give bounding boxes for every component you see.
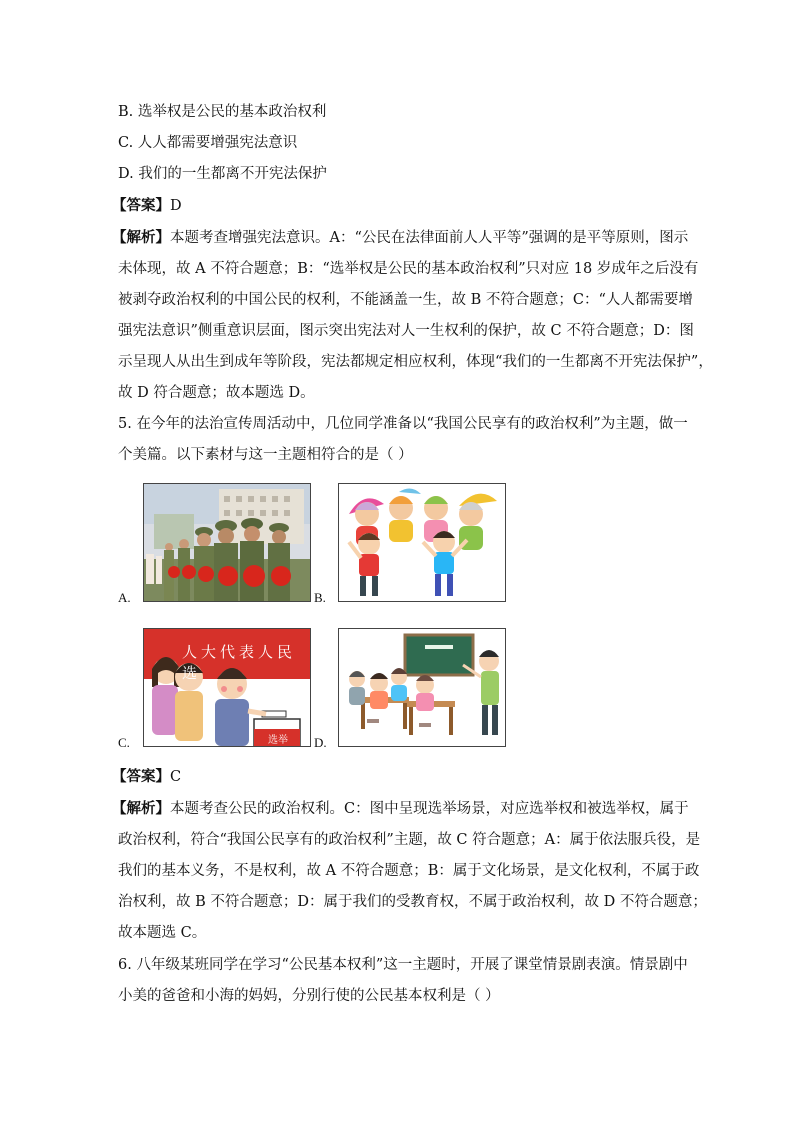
election-banner-text: 人大代表人民选 <box>182 643 297 682</box>
answer-value: D <box>170 198 182 214</box>
image-c-election <box>143 628 311 747</box>
image-a-soldiers <box>143 483 311 602</box>
analysis-5-line-4: 治权利，故 B 不符合题意；D：属于我们的受教育权，不属于政治权利，故 D 不符合题意； <box>118 894 707 910</box>
analysis-4-line-5: 示呈现人从出生到成年等阶段，宪法都规定相应权利，体现“我们的一生都离不开宪法保护”， <box>118 354 713 370</box>
analysis-5-line-5: 故本题选 C。 <box>118 925 207 941</box>
image-d-classroom <box>338 628 506 747</box>
analysis-label: 【解析】 <box>112 229 170 246</box>
image-b-cultural-dance <box>338 483 506 602</box>
analysis-5-line-3: 我们的基本义务，不是权利，故 A 不符合题意；B：属于文化场景，是文化权利，不属于政 <box>118 863 700 879</box>
answer-5 <box>112 767 181 787</box>
option-b-label: B. <box>314 590 326 605</box>
option-d-text: D. 我们的一生都离不开宪法保护 <box>118 166 327 182</box>
analysis-4-line-1 <box>112 228 688 248</box>
analysis-text: 本题考查公民的政治权利。C：图中呈现选举场景，对应选举权和被选举权，属于 <box>170 801 689 817</box>
answer-4 <box>112 196 182 216</box>
option-c-label: C. <box>118 735 130 750</box>
analysis-4-line-4: 强宪法意识”侧重意识层面，图示突出宪法对人一生权利的保护，故 C 不符合题意；D：图 <box>118 323 694 339</box>
option-c-text: C. 人人都需要增强宪法意识 <box>118 135 298 151</box>
analysis-text: 本题考查增强宪法意识。A：“公民在法律面前人人平等”强调的是平等原则，图示 <box>170 230 689 246</box>
answer-label: 【答案】 <box>112 197 170 214</box>
analysis-4-line-6: 故 D 符合题意；故本题选 D。 <box>118 385 315 401</box>
analysis-5-line-1 <box>112 799 689 819</box>
option-a-label: A. <box>118 590 131 605</box>
question-6-line-2: 小美的爸爸和小海的妈妈，分别行使的公民基本权利是（ ） <box>118 988 500 1004</box>
answer-value: C <box>170 769 182 785</box>
question-5-line-1: 5. 在今年的法治宣传周活动中，几位同学准备以“我国公民享有的政治权利”为主题，做一 <box>118 416 688 432</box>
question-6-line-1: 6. 八年级某班同学在学习“公民基本权利”这一主题时，开展了课堂情景剧表演。情景剧中 <box>118 957 688 973</box>
analysis-4-line-3: 被剥夺政治权利的中国公民的权利，不能涵盖一生，故 B 不符合题意；C：“人人都需要增 <box>118 292 693 308</box>
option-d-label: D. <box>314 735 327 750</box>
analysis-5-line-2: 政治权利，符合“我国公民享有的政治权利”主题，故 C 符合题意；A：属于依法服兵役，是 <box>118 832 701 848</box>
question-5-line-2: 个美篇。以下素材与这一主题相符合的是（ ） <box>118 447 413 463</box>
option-b-text: B. 选举权是公民的基本政治权利 <box>118 104 327 120</box>
ballot-box-text: 选举 <box>268 735 288 746</box>
analysis-4-line-2: 未体现，故 A 不符合题意；B：“选举权是公民的基本政治权利”只对应 18 岁成年之后没有 <box>118 261 699 277</box>
analysis-label: 【解析】 <box>112 800 170 817</box>
answer-label: 【答案】 <box>112 768 170 785</box>
